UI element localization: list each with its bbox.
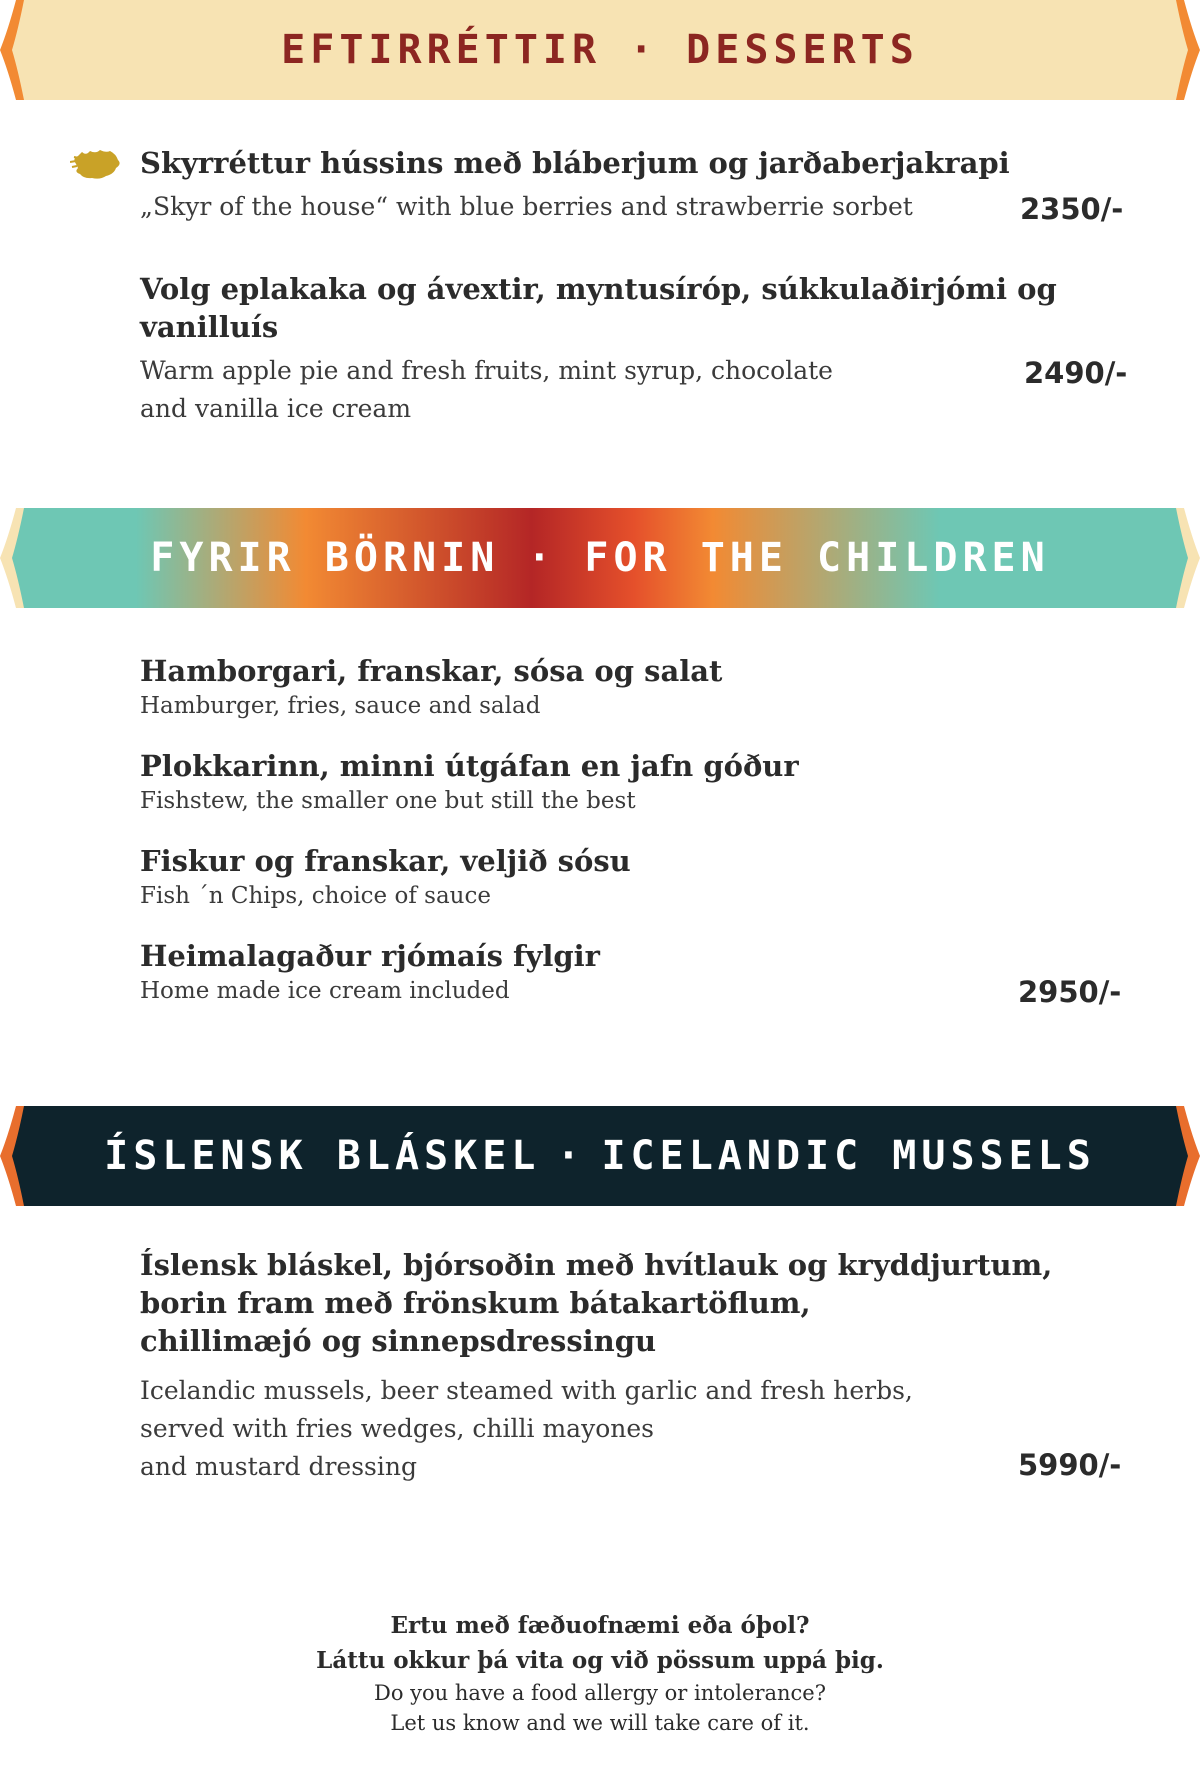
item-price: 2950/- [1018,975,1122,1009]
notice-line-is-1: Ertu með fæðuofnæmi eða óþol? [390,1612,810,1639]
item-description: Icelandic mussels, beer steamed with garlic and fresh herbs, served with fries wedges, chilli mayones and mustard dressing [140,1376,913,1481]
menu-item [140,842,1140,913]
menu-item [140,652,1140,723]
banner-tab-left [0,1106,38,1206]
item-price: 5990/- [1018,1448,1122,1482]
heading-separator: · [527,535,557,581]
banner-tab-right [1162,0,1200,100]
banner-tab-right [1162,1106,1200,1206]
banner-tab-left [0,508,38,608]
banner-tab-left [0,0,38,100]
heading-is: ÍSLENSK BLÁSKEL [104,1133,541,1179]
notice-line-en-1: Do you have a food allergy or intolerance? [373,1681,826,1705]
item-description: „Skyr of the house“ with blue berries and strawberrie sorbet [140,192,913,221]
allergy-notice [0,1608,1200,1738]
item-title: Plokkarinn, minni útgáfan en jafn góður [140,749,799,783]
item-description: Hamburger, fries, sauce and salad [140,693,541,719]
item-price: 2350/- [1020,192,1124,226]
notice-line-is-2: Láttu okkur þá vita og við pössum uppá þig. [316,1647,884,1674]
heading-separator: · [556,1133,586,1179]
item-title: Heimalagaður rjómaís fylgir [140,939,600,973]
heading-is: FYRIR BÖRNIN [150,535,500,581]
section-banner-desserts [34,0,1166,100]
section-banner-mussels [34,1106,1166,1206]
heading-en: DESSERTS [686,27,919,73]
item-title: Íslensk bláskel, bjórsoðin með hvítlauk og kryddjurtum, borin fram með frönskum bátakartöflum, chillimæjó og sinnepsdressingu [140,1248,1053,1358]
item-description: Home made ice cream included [140,978,510,1004]
item-description: Fishstew, the smaller one but still the best [140,788,636,814]
item-title: Volg eplakaka og ávextir, myntusíróp, súkkulaðirjómi og vanilluís [140,272,1057,344]
item-title: Hamborgari, franskar, sósa og salat [140,654,723,688]
item-description: Warm apple pie and fresh fruits, mint syrup, chocolate and vanilla ice cream [140,356,833,423]
menu-item [140,270,1140,428]
section-banner-children [34,508,1166,608]
heading-separator: · [629,27,659,73]
item-description: Fish ´n Chips, choice of sauce [140,883,491,909]
banner-tab-right [1162,508,1200,608]
menu-item [140,747,1140,818]
item-price: 2490/- [1024,356,1128,390]
item-title: Skyrréttur hússins með bláberjum og jarðaberjakrapi [140,146,1010,180]
notice-line-en-2: Let us know and we will take care of it. [390,1711,810,1735]
menu-item [140,937,1140,1008]
heading-is: EFTIRRÉTTIR [281,27,602,73]
heading-en: FOR THE CHILDREN [584,535,1050,581]
iceland-map-icon [70,148,122,182]
item-title: Fiskur og franskar, veljið sósu [140,844,631,878]
heading-en: ICELANDIC MUSSELS [601,1133,1096,1179]
menu-item [140,144,1140,226]
menu-item [140,1246,1140,1486]
